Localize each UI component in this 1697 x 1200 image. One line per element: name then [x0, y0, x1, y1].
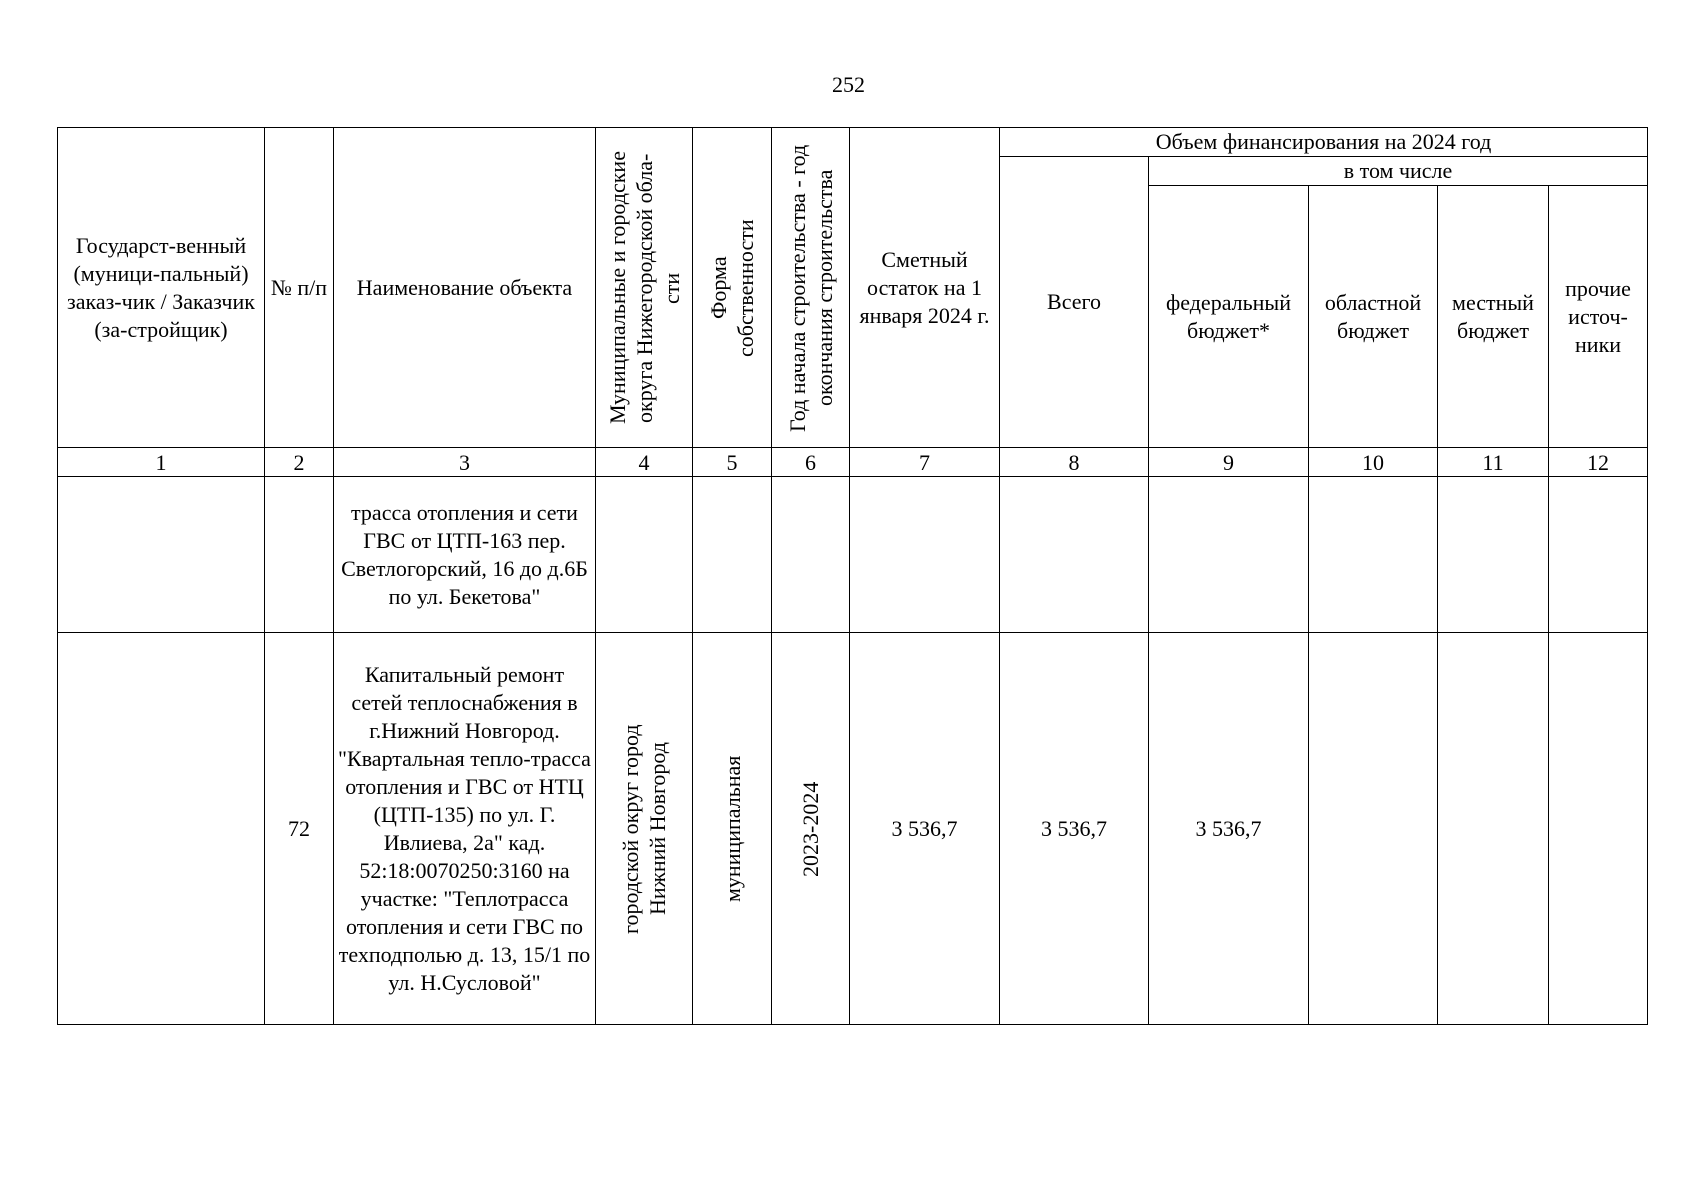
header-municipality [596, 128, 693, 448]
header-ownership [693, 128, 772, 448]
header-federal: федеральный бюджет* [1149, 186, 1309, 448]
header-ownership-label: Форма собственности [706, 218, 758, 357]
column-number: 9 [1149, 448, 1309, 477]
header-local: местный бюджет [1438, 186, 1549, 448]
page-number: 252 [832, 72, 865, 97]
cell-estimate-balance: 3 536,7 [850, 633, 1000, 1025]
cell-municipality [596, 477, 693, 633]
header-number: № п/п [265, 128, 334, 448]
column-number: 11 [1438, 448, 1549, 477]
cell-years [772, 477, 850, 633]
header-row-financing [58, 128, 1648, 157]
cell-customer [58, 477, 265, 633]
header-total: Всего [1000, 157, 1149, 448]
cell-federal: 3 536,7 [1149, 633, 1309, 1025]
header-estimate-balance: Сметный остаток на 1 января 2024 г. [850, 128, 1000, 448]
table-row [58, 477, 1648, 633]
cell-municipality [596, 633, 693, 1025]
column-number: 8 [1000, 448, 1149, 477]
cell-total: 3 536,7 [1000, 633, 1149, 1025]
header-including-title: в том числе [1149, 157, 1648, 186]
column-number: 3 [334, 448, 596, 477]
header-years [772, 128, 850, 448]
cell-federal [1149, 477, 1309, 633]
table-row [58, 633, 1648, 1025]
header-customer: Государст-венный (муници-пальный) заказ-чик / Заказчик (за-стройщик) [58, 128, 265, 448]
cell-years-text: 2023-2024 [798, 780, 823, 877]
cell-estimate-balance [850, 477, 1000, 633]
header-financing-title: Объем финансирования на 2024 год [1000, 128, 1648, 157]
cell-customer [58, 633, 265, 1025]
cell-ownership [693, 477, 772, 633]
cell-regional [1309, 633, 1438, 1025]
column-number: 7 [850, 448, 1000, 477]
column-number: 1 [58, 448, 265, 477]
cell-total [1000, 477, 1149, 633]
cell-regional [1309, 477, 1438, 633]
cell-local [1438, 633, 1549, 1025]
financing-table [57, 127, 1648, 1025]
cell-other [1549, 633, 1648, 1025]
column-number-row [58, 448, 1648, 477]
cell-ownership-text: муниципальная [719, 755, 745, 902]
column-number: 6 [772, 448, 850, 477]
cell-municipality-text: городской округ город Нижний Новгород [618, 723, 670, 934]
cell-local [1438, 477, 1549, 633]
cell-ownership [693, 633, 772, 1025]
cell-object-name: Капитальный ремонт сетей теплоснабжения в г.Нижний Новгород. "Квартальная тепло-трасса отопления и ГВС от НТЦ (ЦТП-135) по ул. Г. Ивлиева, 2а" кад. 52:18:0070250:3160 на участке: "Теплотрасса отопления и сети ГВС по техподполью д. 13, 15/1 по ул. Н.Сусловой" [334, 633, 596, 1025]
cell-years [772, 633, 850, 1025]
cell-number [265, 477, 334, 633]
cell-other [1549, 477, 1648, 633]
column-number: 10 [1309, 448, 1438, 477]
header-municipality-label: Муниципальные и городские округа Нижегородской обла-сти [604, 151, 684, 424]
cell-object-name: трасса отопления и сети ГВС от ЦТП-163 пер. Светлогорский, 16 до д.6Б по ул. Бекетова" [334, 477, 596, 633]
column-number: 4 [596, 448, 693, 477]
header-regional: областной бюджет [1309, 186, 1438, 448]
cell-number: 72 [265, 633, 334, 1025]
column-number: 2 [265, 448, 334, 477]
header-other: прочие источ-ники [1549, 186, 1648, 448]
header-object-name: Наименование объекта [334, 128, 596, 448]
column-number: 12 [1549, 448, 1648, 477]
header-years-label: Год начала строительства - год окончания строительства [784, 143, 837, 432]
column-number: 5 [693, 448, 772, 477]
